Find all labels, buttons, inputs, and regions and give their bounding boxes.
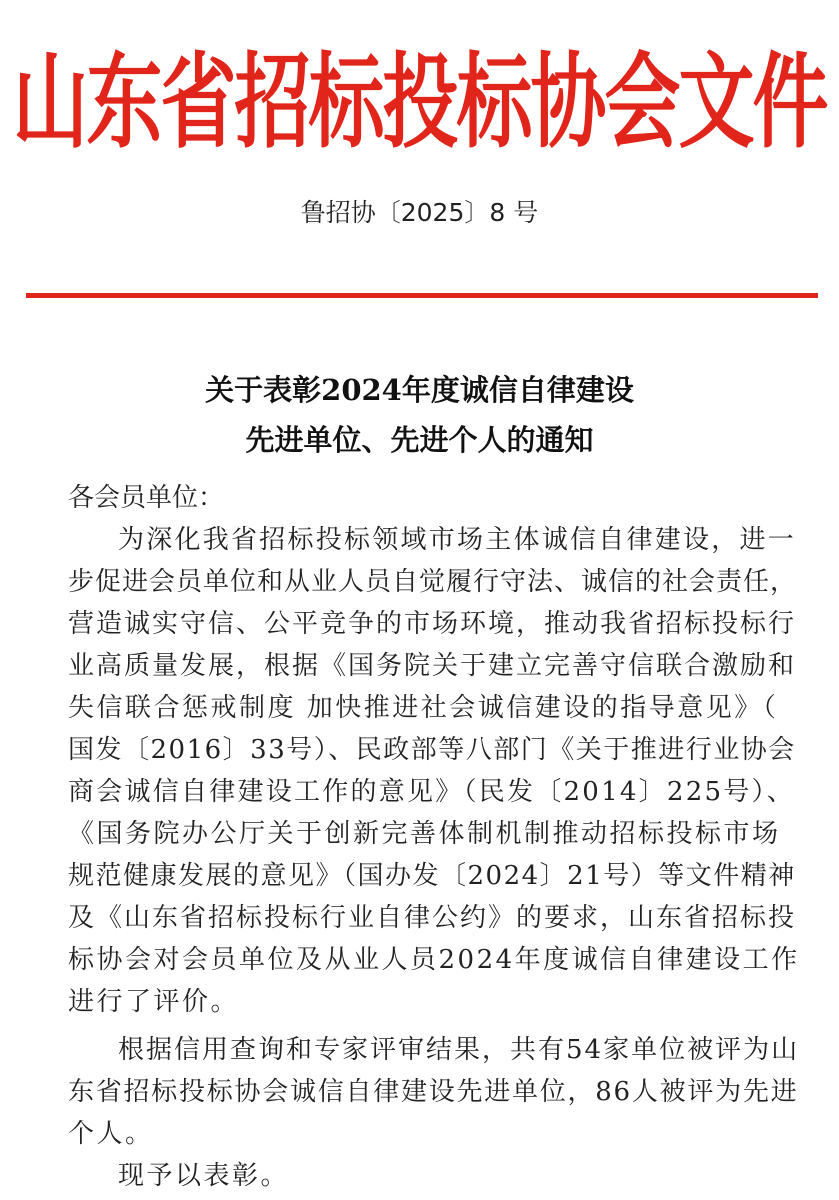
- body-line: 为深化我省招标投标领域市场主体诚信自律建设，进一: [118, 525, 797, 555]
- body-line: 根据信用查询和专家评审结果，共有54家单位被评为山: [118, 1035, 800, 1065]
- body-line: 国发〔2016〕33号）、民政部等八部门《关于推进行业协会: [68, 735, 796, 765]
- body-line: 及《山东省招标投标行业自律公约》的要求，山东省招标投: [68, 903, 797, 933]
- doc-number: 鲁招协〔2025〕8 号: [300, 198, 539, 227]
- body-line: 营造诚实守信、公平竞争的市场环境，推动我省招标投标行: [68, 609, 797, 639]
- body-line: 商会诚信自律建设工作的意见》（民发〔2014〕225号）、: [68, 777, 796, 807]
- org-title: 山东省招标投标协会文件: [12, 41, 827, 162]
- body-line: 东省招标投标协会诚信自律建设先进单位，86人被评为先进: [68, 1077, 799, 1107]
- body-line: 标协会对会员单位及从业人员2024年度诚信自律建设工作: [68, 945, 800, 975]
- body-line: 规范健康发展的意见》（国办发〔2024〕21号）等文件精神: [68, 861, 796, 891]
- notice-title-line-2: 先进单位、先进个人的通知: [245, 423, 594, 457]
- body-line: 《国务院办公厅关于创新完善体制机制推动招标投标市场: [68, 819, 781, 849]
- body-line: 步促进会员单位和从业人员自觉履行守法、诚信的社会责任，: [68, 567, 798, 597]
- body-line: 进行了评价。: [68, 987, 240, 1017]
- red-divider: [26, 293, 818, 298]
- body-line: 业高质量发展，根据《国务院关于建立完善守信联合激励和: [68, 651, 797, 681]
- notice-title-line-1: 关于表彰2024年度诚信自律建设: [205, 373, 634, 407]
- body-line: 失信联合惩戒制度 加快推进社会诚信建设的指导意见》（: [68, 693, 779, 723]
- body-line: 个人。: [68, 1119, 154, 1149]
- salutation: 各会员单位：: [68, 483, 225, 513]
- body-line: 现予以表彰。: [118, 1161, 290, 1191]
